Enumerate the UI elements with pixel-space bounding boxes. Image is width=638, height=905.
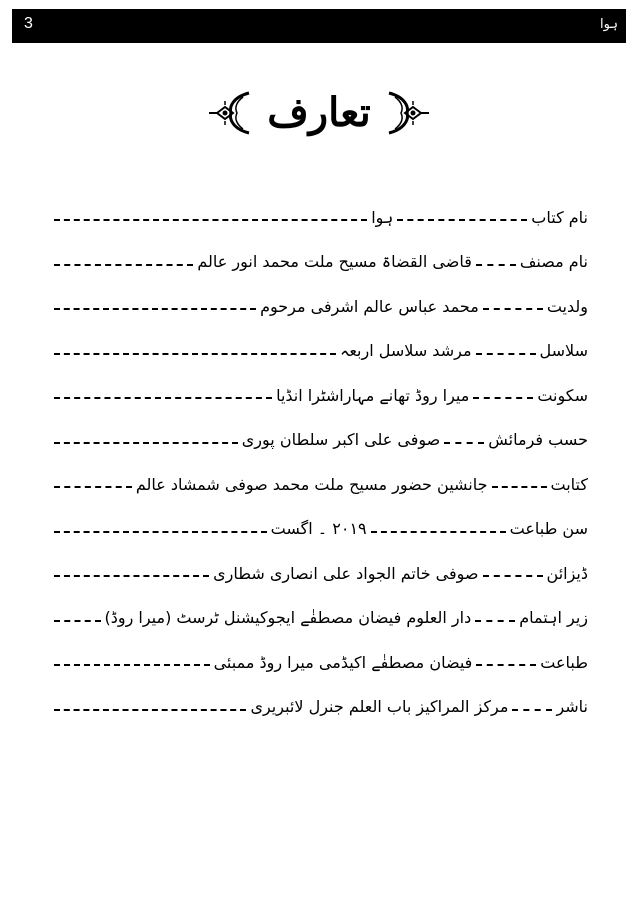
info-label: سکونت xyxy=(537,385,588,405)
trailing-dashes xyxy=(54,620,101,622)
trailing-dashes xyxy=(54,486,132,488)
info-label: ولدیت xyxy=(546,296,588,316)
trailing-dashes xyxy=(54,531,267,533)
info-value: ہوا xyxy=(371,207,394,227)
info-row xyxy=(50,647,588,677)
trailing-dashes xyxy=(54,219,367,221)
leader-dashes xyxy=(444,442,484,444)
info-label: زیر اہتمام xyxy=(519,608,588,627)
leader-dashes xyxy=(476,264,516,266)
leader-dashes xyxy=(483,308,543,310)
trailing-dashes xyxy=(54,575,209,577)
info-label: کتابت xyxy=(550,474,588,494)
info-label: طباعت xyxy=(540,652,588,672)
info-row xyxy=(50,692,588,722)
info-label: نام کتاب xyxy=(531,207,588,227)
info-value: جانشین حضور مسیح ملت محمد صوفی شمشاد عالم xyxy=(135,474,488,494)
info-label: ناشر xyxy=(556,697,588,716)
info-row xyxy=(50,247,588,277)
trailing-dashes xyxy=(54,709,246,711)
trailing-dashes xyxy=(54,397,272,399)
info-value: فیضان مصطفٰے اکیڈمی میرا روڈ ممبئی xyxy=(213,652,473,672)
leader-dashes xyxy=(473,397,533,399)
info-row xyxy=(50,514,588,544)
info-value: دار العلوم فیضان مصطفٰے ایجوکیشنل ٹرسٹ (میرا روڈ) xyxy=(104,608,472,627)
leader-dashes xyxy=(475,620,515,622)
info-value: مرکز المراکیز باب العلم جنرل لائبریری xyxy=(250,697,509,716)
info-label: حسب فرمائش xyxy=(488,430,588,449)
info-value: میرا روڈ تھانے مہاراشٹرا انڈیا xyxy=(276,385,470,405)
info-label: نام مصنف xyxy=(519,252,588,271)
page-number: 3 xyxy=(24,15,33,32)
trailing-dashes xyxy=(54,264,193,266)
info-row xyxy=(50,469,588,499)
header-title: ہوا xyxy=(600,17,618,32)
leader-dashes xyxy=(492,486,547,488)
leader-dashes xyxy=(397,219,527,221)
info-label: سن طباعت xyxy=(509,519,588,538)
leader-dashes xyxy=(476,664,536,666)
page-title: تعارف xyxy=(267,89,371,136)
leader-dashes xyxy=(483,575,543,577)
info-row xyxy=(50,425,588,455)
info-value: محمد عباس عالم اشرفی مرحوم xyxy=(260,296,479,316)
info-value: ۲۰۱۹ ۔ اگست xyxy=(270,519,367,538)
info-row xyxy=(50,202,588,232)
info-value: صوفی علی اکبر سلطان پوری xyxy=(241,430,441,449)
trailing-dashes xyxy=(54,442,238,444)
trailing-dashes xyxy=(54,308,256,310)
info-label: ڈیزائن xyxy=(546,563,588,583)
leader-dashes xyxy=(512,709,552,711)
info-value: صوفی خاتم الجواد علی انصاری شطاری xyxy=(213,563,479,583)
info-row xyxy=(50,336,588,366)
info-row xyxy=(50,291,588,321)
trailing-dashes xyxy=(54,353,336,355)
trailing-dashes xyxy=(54,664,210,666)
info-value: مرشد سلاسل اربعہ xyxy=(339,341,472,360)
info-row xyxy=(50,603,588,633)
info-row xyxy=(50,558,588,588)
info-label: سلاسل xyxy=(539,341,588,360)
info-row xyxy=(50,380,588,410)
info-value: قاضی القضاۃ مسیح ملت محمد انور عالم xyxy=(197,252,472,271)
leader-dashes xyxy=(371,531,506,533)
leader-dashes xyxy=(476,353,536,355)
